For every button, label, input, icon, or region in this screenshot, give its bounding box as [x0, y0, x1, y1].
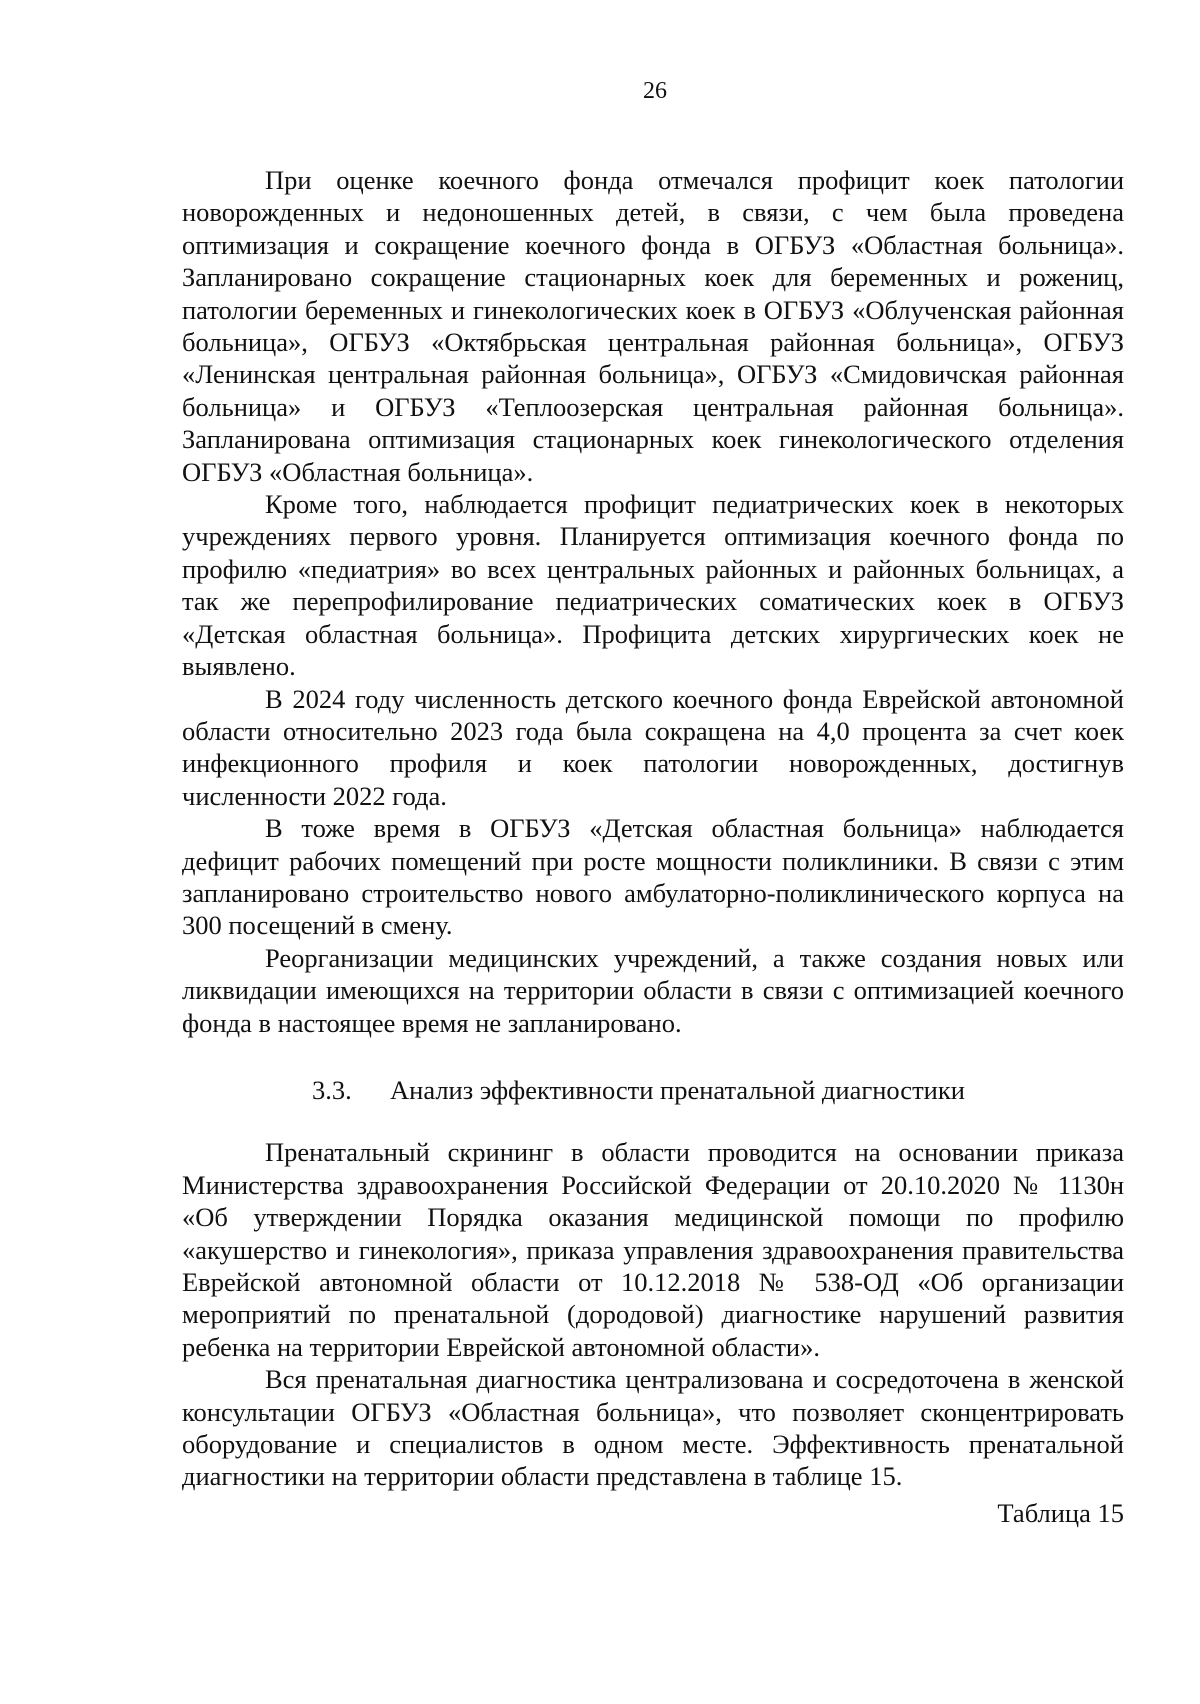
paragraph-prenatal-screening: Пренатальный скрининг в области проводится на основании приказа Министерства здравоохранения Российской Федерации от 20.10.2020 № 1130н «Об утверждении Порядка оказания медицинской помощи по профилю «акушерство и гинекология», приказа управления здравоохранения правительства Еврейской автономной области от 10.12.2018 № 538-ОД «Об организации мероприятий по пренатальной (дородовой) диагностике нарушений развития ребенка на территории Еврейской автономной области».	[182, 1137, 1124, 1362]
table-caption: Таблица 15	[997, 1497, 1124, 1528]
paragraph-pediatric-beds: Кроме того, наблюдается профицит педиатрических коек в некоторых учреждениях первого уровня. Планируется оптимизация коечного фонда по профилю «педиатрия» во всех центральных районных и районных больницах, а так же перепрофилирование педиатрических соматических коек в ОГБУЗ «Детская областная больница». Профицита детских хирургических коек не выявлено.	[182, 489, 1124, 682]
paragraph-clinic-deficit: В тоже время в ОГБУЗ «Детская областная больница» наблюдается дефицит рабочих помещений при росте мощности поликлиники. В связи с этим запланировано строительство нового амбулаторно-поликлинического корпуса на 300 посещений в смену.	[182, 813, 1124, 941]
paragraph-reorganization: Реорганизации медицинских учреждений, а также создания новых или ликвидации имеющихся на территории области в связи с оптимизацией коечного фонда в настоящее время не запланировано.	[182, 942, 1124, 1038]
page-number: 26	[643, 78, 667, 104]
document-body	[182, 164, 1124, 1529]
section-heading	[182, 1074, 1124, 1106]
section-title: Анализ эффективности пренатальной диагностики	[390, 1074, 965, 1105]
paragraph-2024-reduction: В 2024 году численность детского коечного фонда Еврейской автономной области относительно 2023 года была сокращена на 4,0 процента за счет коек инфекционного профиля и коек патологии новорожденных, достигнув численности 2022 года.	[182, 683, 1124, 811]
section-number: 3.3.	[312, 1074, 352, 1105]
paragraph-prenatal-centralization: Вся пренатальная диагностика централизована и сосредоточена в женской консультации ОГБУЗ «Областная больница», что позволяет сконцентрировать оборудование и специалистов в одном месте. Эффективность пренатальной диагностики на территории области представлена в таблице 15.	[182, 1364, 1124, 1492]
paragraph-bed-fund-optimization: При оценке коечного фонда отмечался профицит коек патологии новорожденных и недоношенных детей, в связи, с чем была проведена оптимизация и сокращение коечного фонда в ОГБУЗ «Областная больница». Запланировано сокращение стационарных коек для беременных и рожениц, патологии беременных и гинекологических коек в ОГБУЗ «Облученская районная больница», ОГБУЗ «Октябрьская центральная районная больница», ОГБУЗ «Ленинская центральная районная больница», ОГБУЗ «Смидовичская районная больница» и ОГБУЗ «Теплоозерская центральная районная больница». Запланирована оптимизация стационарных коек гинекологического отделения ОГБУЗ «Областная больница».	[182, 165, 1124, 487]
